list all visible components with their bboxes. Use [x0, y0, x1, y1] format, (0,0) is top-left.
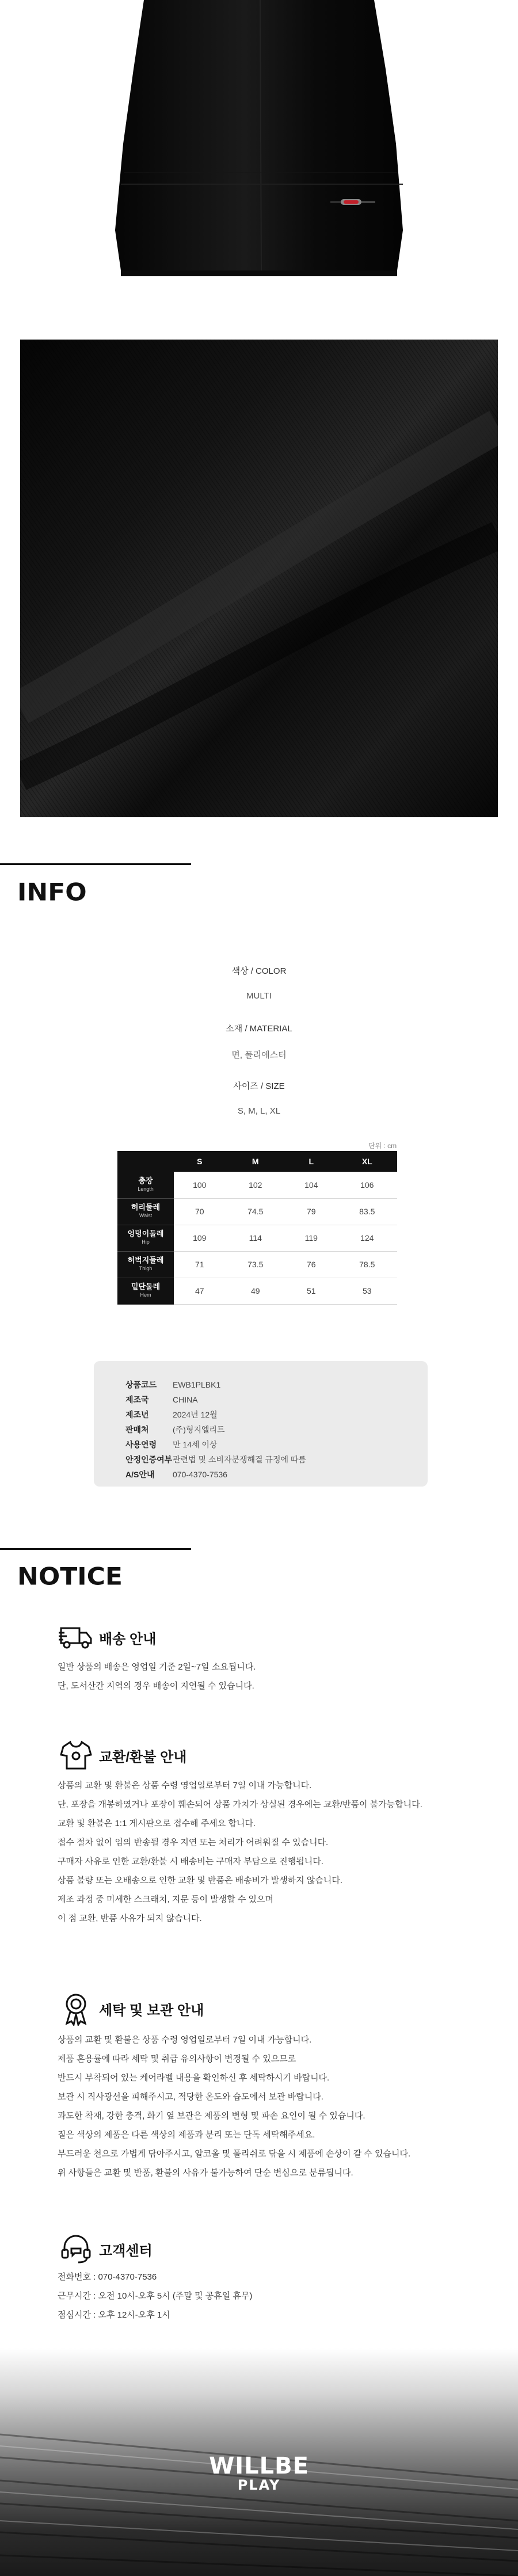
- cs-line: 점심시간 : 오후 12시-오후 1시: [58, 2310, 170, 2320]
- size-cell: 124: [337, 1225, 397, 1251]
- headset-icon: [58, 2232, 94, 2266]
- size-cell: 106: [337, 1172, 397, 1198]
- cs-line: 근무시간 : 오전 10시-오후 5시 (주말 및 공휴일 휴무): [58, 2291, 253, 2301]
- size-cell: 49: [226, 1278, 285, 1304]
- exchange-line: 제조 과정 중 미세한 스크래치, 지문 등이 발생할 수 있으며: [58, 1895, 273, 1904]
- care-line: 위 사항들은 교환 및 반품, 환불의 사유가 불가능하여 단순 변심으로 분류됩니다.: [58, 2168, 353, 2178]
- product-info-key: 사용연령: [125, 1440, 157, 1449]
- care-title: 세탁 및 보관 안내: [99, 2002, 204, 2018]
- size-cell: 109: [174, 1225, 226, 1251]
- exchange-line: 교환 및 환불은 1:1 게시판으로 접수해 주세요 합니다.: [58, 1819, 256, 1828]
- exchange-line: 구매자 사유로 인한 교환/환불 시 배송비는 구매자 부담으로 진행됩니다.: [58, 1857, 323, 1866]
- exchange-line: 이 점 교환, 반품 사유가 되지 않습니다.: [58, 1914, 202, 1923]
- care-body: [58, 2030, 472, 2182]
- product-info-row: [125, 1437, 428, 1452]
- brand-logo-line1: WILLBE: [209, 2453, 309, 2479]
- size-cell: 102: [226, 1172, 285, 1198]
- color-value: MULTI: [246, 991, 272, 1001]
- shipping-body: [58, 1657, 472, 1695]
- size-row-sub: Waist: [139, 1213, 153, 1218]
- info-divider: [0, 863, 191, 865]
- product-info-key: 판매처: [125, 1425, 149, 1434]
- product-info-row: [125, 1377, 428, 1392]
- size-cell: 53: [337, 1278, 397, 1304]
- exchange-title: 교환/환불 안내: [99, 1749, 187, 1765]
- size-row-label: [117, 1251, 174, 1278]
- material-label: 소재 / MATERIAL: [226, 1024, 292, 1034]
- size-cell: 70: [174, 1198, 226, 1225]
- size-row-label: [117, 1225, 174, 1251]
- size-row-sub: Length: [138, 1186, 154, 1192]
- product-info-value: 관련법 및 소비자분쟁해결 규정에 따름: [173, 1455, 306, 1464]
- shipping-title: 배송 안내: [99, 1631, 157, 1647]
- info-title: INFO: [17, 878, 87, 906]
- size-row-sub: Hip: [142, 1239, 150, 1245]
- size-table-row: [117, 1225, 397, 1251]
- brand-footer: [0, 2348, 518, 2576]
- fabric-closeup-image: [20, 340, 498, 817]
- product-info-value: 만 14세 이상: [173, 1440, 218, 1449]
- shipping-line: 단, 도서산간 지역의 경우 배송이 지연될 수 있습니다.: [58, 1681, 254, 1691]
- size-row-name: 총장: [138, 1176, 153, 1185]
- size-cell: 78.5: [337, 1251, 397, 1278]
- brand-logo-line2: PLAY: [237, 2477, 281, 2493]
- size-header-xl: XL: [337, 1151, 397, 1172]
- award-icon: [58, 1991, 94, 2026]
- product-info-key: A/S안내: [125, 1470, 155, 1479]
- size-cell: 51: [285, 1278, 337, 1304]
- size-row-name: 허벅지둘레: [127, 1256, 164, 1264]
- product-photo: [0, 0, 518, 299]
- size-table-row: [117, 1251, 397, 1278]
- size-row-name: 허리둘레: [131, 1203, 161, 1211]
- cs-heading: [58, 2232, 153, 2266]
- size-cell: 74.5: [226, 1198, 285, 1225]
- size-cell: 100: [174, 1172, 226, 1198]
- product-info-value: 070-4370-7536: [173, 1470, 227, 1479]
- color-label: 색상 / COLOR: [231, 966, 287, 976]
- size-cell: 73.5: [226, 1251, 285, 1278]
- size-cell: 114: [226, 1225, 285, 1251]
- exchange-line: 단, 포장을 개봉하였거나 포장이 훼손되어 상품 가치가 상실된 경우에는 교환/반품이 불가능합니다.: [58, 1800, 422, 1809]
- size-cell: 119: [285, 1225, 337, 1251]
- size-row-name: 엉덩이둘레: [127, 1229, 164, 1238]
- size-cell: 104: [285, 1172, 337, 1198]
- exchange-body: [58, 1776, 472, 1928]
- notice-title: NOTICE: [17, 1563, 123, 1591]
- size-header-s: S: [174, 1151, 226, 1172]
- care-line: 짙은 색상의 제품은 다른 색상의 제품과 분리 또는 단독 세탁해주세요.: [58, 2130, 315, 2140]
- product-info-key: 안정인증여부: [125, 1455, 173, 1464]
- product-info-key: 제조국: [125, 1395, 149, 1404]
- care-line: 반드시 부착되어 있는 케어라벨 내용을 확인하신 후 세탁하시기 바랍니다.: [58, 2073, 330, 2083]
- product-info-value: (주)형지엘리트: [173, 1425, 225, 1434]
- size-row-name: 밑단둘레: [131, 1282, 161, 1291]
- unit-note: 단위 : cm: [368, 1142, 397, 1150]
- size-row-label: [117, 1198, 174, 1225]
- size-row-label: [117, 1172, 174, 1198]
- size-row-sub: Hem: [140, 1292, 151, 1298]
- size-table-corner: [117, 1151, 174, 1172]
- product-info-row: [125, 1392, 428, 1407]
- size-cell: 83.5: [337, 1198, 397, 1225]
- cs-body: [58, 2268, 472, 2325]
- product-info-row: [125, 1422, 428, 1437]
- size-label: 사이즈 / SIZE: [233, 1081, 285, 1091]
- size-cell: 47: [174, 1278, 226, 1304]
- material-value: 면, 폴리에스터: [231, 1050, 287, 1060]
- size-table-row: [117, 1198, 397, 1225]
- product-info-key: 상품코드: [125, 1380, 157, 1389]
- shipping-line: 일반 상품의 배송은 영업일 기준 2일~7일 소요됩니다.: [58, 1662, 256, 1672]
- size-cell: 76: [285, 1251, 337, 1278]
- care-heading: [58, 1991, 204, 2026]
- care-line: 부드러운 천으로 가볍게 닦아주시고, 알코올 및 폴리쉬로 닦을 시 제품에 손상이 갈 수 있습니다.: [58, 2149, 411, 2159]
- product-info-value: CHINA: [173, 1395, 198, 1404]
- size-table-header: [117, 1151, 397, 1172]
- size-row-label: [117, 1278, 174, 1304]
- size-table-body: [117, 1172, 397, 1304]
- care-line: 제품 혼용률에 따라 세탁 및 취급 유의사항이 변경될 수 있으므로: [58, 2054, 296, 2064]
- product-info-key: 제조년: [125, 1410, 149, 1419]
- size-row-sub: Thigh: [139, 1266, 153, 1271]
- size-value: S, M, L, XL: [237, 1106, 281, 1116]
- product-info-row: [125, 1407, 428, 1422]
- truck-icon: [58, 1620, 94, 1655]
- size-cell: 79: [285, 1198, 337, 1225]
- product-info-box: [94, 1361, 428, 1487]
- size-header-l: L: [285, 1151, 337, 1172]
- exchange-line: 상품의 교환 및 환불은 상품 수령 영업일로부터 7일 이내 가능합니다.: [58, 1781, 312, 1790]
- exchange-heading: [58, 1738, 186, 1773]
- exchange-line: 상품 불량 또는 오배송으로 인한 교환 및 반품은 배송비가 발생하지 않습니다.: [58, 1876, 343, 1885]
- product-info-value: 2024년 12월: [173, 1410, 218, 1419]
- cs-title: 고객센터: [99, 2243, 153, 2259]
- size-table: [117, 1151, 397, 1305]
- cs-line: 전화번호 : 070-4370-7536: [58, 2272, 157, 2282]
- care-line: 상품의 교환 및 환불은 상품 수령 영업일로부터 7일 이내 가능합니다.: [58, 2035, 312, 2045]
- shipping-heading: [58, 1620, 156, 1655]
- product-info-row: [125, 1452, 428, 1467]
- shirt-icon: [58, 1738, 94, 1773]
- notice-divider: [0, 1548, 191, 1550]
- exchange-line: 접수 절차 없이 임의 반송될 경우 지연 또는 처리가 어려워질 수 있습니다.: [58, 1838, 329, 1847]
- size-table-row: [117, 1172, 397, 1198]
- size-header-m: M: [226, 1151, 285, 1172]
- product-info-value: EWB1PLBK1: [173, 1380, 221, 1389]
- product-info-row: [125, 1467, 428, 1482]
- care-line: 과도한 착재, 강한 충격, 화기 옆 보관은 제품의 변형 및 파손 요인이 될 수 있습니다.: [58, 2111, 365, 2121]
- size-table-row: [117, 1278, 397, 1304]
- care-line: 보관 시 직사광선을 피해주시고, 적당한 온도와 습도에서 보관 바랍니다.: [58, 2092, 323, 2102]
- size-cell: 71: [174, 1251, 226, 1278]
